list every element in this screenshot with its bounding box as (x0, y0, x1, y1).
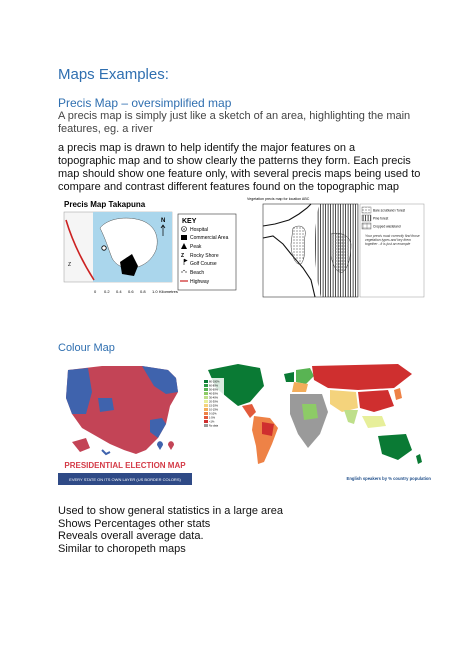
hawaii-state (102, 450, 110, 454)
precis-para-line: compare and contrast different features found on the topographic map (58, 181, 400, 193)
election-banner: PRESIDENTIAL ELECTION MAP (64, 461, 186, 470)
colorado-state (98, 398, 114, 412)
precis-intro (58, 110, 410, 136)
precis-para-line: topographic map and to show clearly the patterns they form. Each precis (58, 155, 411, 167)
summary-line: Used to show general statistics in a large area (58, 505, 284, 517)
scale-tick: 0.2 (104, 289, 110, 294)
key-mark: H (182, 227, 186, 232)
legend-swatch (204, 392, 208, 395)
summary-list (58, 505, 283, 555)
key-item: Highway (190, 279, 210, 285)
summary-line: Shows Percentages other stats (58, 517, 211, 530)
legend-swatch (204, 420, 208, 423)
key-title: KEY (182, 218, 197, 225)
legend-swatch (204, 412, 208, 415)
key-item: Hospital (190, 227, 209, 233)
legend-swatch (204, 416, 208, 419)
legend-swatch (204, 408, 208, 411)
page-title: Maps Examples: (58, 66, 169, 83)
key-item: Beach (190, 270, 205, 276)
legend-swatch (204, 380, 208, 383)
map-letter: Z (68, 262, 72, 268)
legend-swatch (204, 396, 208, 399)
key-item: Commercial Area (190, 235, 229, 241)
us-election-map (58, 358, 192, 486)
summary-line: Similar to choropeth maps (58, 542, 186, 555)
vegetation-precis-map (245, 194, 425, 298)
precis-para-line: a precis map is drawn to help identify the major features on a (58, 142, 356, 154)
legend-swatch (362, 215, 371, 221)
election-footer: EVERY STATE ON ITS OWN LAYER (US BORDER COLORS) (69, 477, 181, 482)
legend-label: <1% (209, 420, 215, 424)
legend-swatch (204, 400, 208, 403)
scale-unit: Kilometres (159, 289, 178, 294)
legend-swatch (204, 424, 208, 427)
vegetation-note-wrapper (365, 234, 421, 264)
legend-label: 30-40% (209, 396, 218, 400)
colour-subheading: Colour Map (58, 342, 115, 354)
rocky-shore-symbol: Z (181, 253, 185, 259)
scale-tick: 0.4 (116, 289, 122, 294)
legend-swatch (204, 384, 208, 387)
precis-subheading: Precis Map – oversimplified map (58, 96, 232, 110)
scale-tick: 0.8 (140, 289, 146, 294)
scale-tick: 0.6 (128, 289, 134, 294)
legend-swatch (362, 223, 371, 229)
legend-label: No data (209, 424, 219, 428)
legend-swatch (204, 404, 208, 407)
vegetation-map-title: Vegetation precis map for location ABC (247, 197, 310, 201)
key-item: Peak (190, 244, 202, 250)
beach-dot-icon (183, 270, 184, 271)
key-item: Rocky Shore (190, 253, 219, 259)
vegetation-note: Your precis must correctly find those vegetation types and key them together - it is just an example (365, 234, 420, 247)
hospital-marker (102, 246, 106, 250)
legend-label: Pine forest (373, 216, 389, 221)
central-africa-region (302, 404, 318, 420)
legend-label: 40-50% (209, 392, 218, 396)
precis-para-line: map should show one feature only, with several precis maps being used to (58, 168, 421, 180)
legend-label: 15-20% (209, 404, 218, 408)
precis-map-takapuna (60, 196, 240, 306)
legend-label: 1-5% (209, 416, 216, 420)
precis-map-title: Precis Map Takapuna (64, 200, 146, 209)
scale-tick: 0 (94, 289, 97, 294)
legend-label: 20-30% (209, 400, 218, 404)
summary-line: Reveals overall average data. (58, 530, 204, 542)
precis-intro-line1: A precis map is simply just like a sketch of an area, highlighting the main (58, 110, 411, 122)
precis-intro-line2: features, eg. a river (58, 123, 153, 135)
legend-label: 80-100% (209, 380, 220, 384)
legend-label: 50-60% (209, 388, 218, 392)
location-pin-icon (168, 441, 174, 450)
legend-label: 10-15% (209, 408, 218, 412)
legend-swatch (362, 207, 371, 213)
beach-dot-icon (181, 271, 182, 272)
legend-label: 60-80% (209, 384, 218, 388)
commercial-symbol-icon (181, 235, 187, 240)
scale-tick: 1.0 (152, 289, 158, 294)
world-map-caption: English speakers by % country population (346, 476, 431, 481)
legend-label: 5-10% (209, 412, 217, 416)
beach-dot-icon (185, 271, 186, 272)
north-arrow: N (161, 218, 166, 224)
location-pin-icon (157, 441, 163, 450)
world-english-map (198, 358, 434, 484)
legend-label: Bare scrubland / forest (373, 208, 406, 213)
precis-paragraph (58, 142, 420, 194)
key-item: Golf Course (190, 261, 217, 267)
alaska-state (72, 438, 90, 452)
brazil-region (262, 422, 274, 436)
legend-label: Cropped wasteland (373, 224, 401, 229)
legend-swatch (204, 388, 208, 391)
